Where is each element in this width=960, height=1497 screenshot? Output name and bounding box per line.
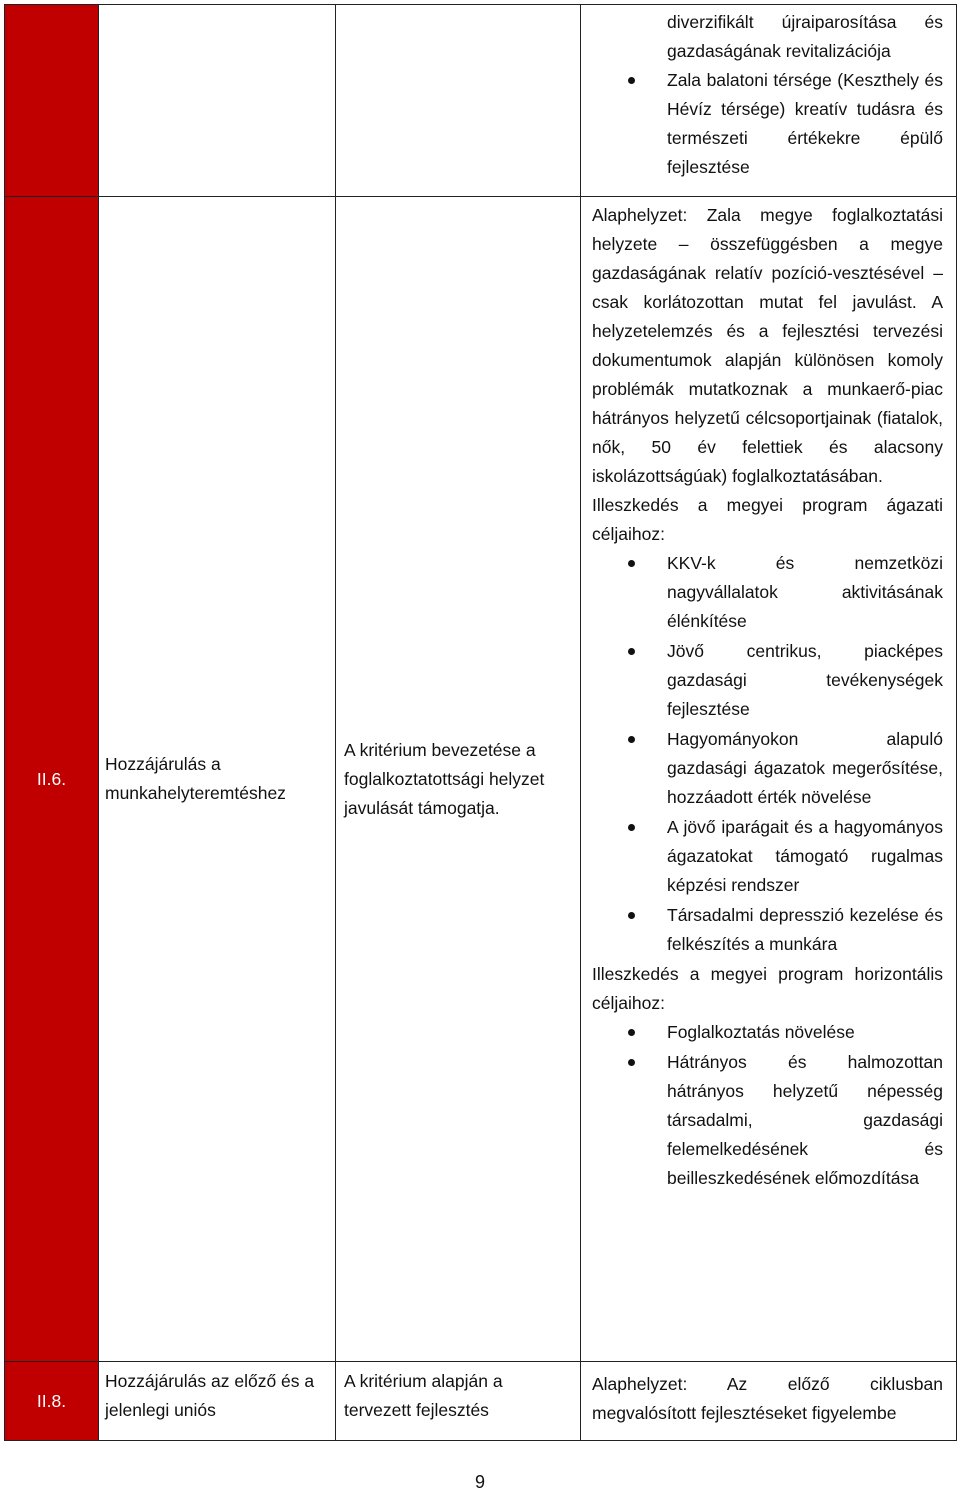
row-criterion-cell (336, 5, 581, 197)
table-row (5, 1362, 957, 1441)
bullet-icon (628, 77, 635, 84)
continued-text: diverzifikált újraiparosítása és gazdaságának revitalizációja (667, 12, 943, 61)
bullet-icon (628, 1029, 635, 1036)
baseline-paragraph: Alaphelyzet: Az előző ciklusban megvalósított fejlesztéseket figyelembe (592, 1374, 943, 1423)
table-row (5, 5, 957, 197)
row-id: II.6. (36, 768, 67, 789)
table-row (5, 197, 957, 1362)
row-description-cell (581, 197, 957, 1362)
row-criterion-cell (336, 197, 581, 1362)
row-description-cell (581, 5, 957, 197)
horizontal-heading: Illeszkedés a megyei program horizontális céljaihoz: (592, 964, 943, 1013)
row-id-cell (5, 1362, 99, 1441)
row-title-cell (99, 5, 336, 197)
criteria-table (4, 4, 957, 1441)
continued-bullet-list (592, 66, 943, 182)
bullet-icon (628, 560, 635, 567)
horizontal-goals-list (592, 1018, 943, 1193)
bullet-icon (628, 912, 635, 919)
row-title: Hozzájárulás a munkahelyteremtéshez (105, 754, 286, 803)
row-criterion-cell (336, 1362, 581, 1441)
list-item: Jövő centrikus, piacképes gazdasági tevékenységek fejlesztése (592, 637, 943, 724)
list-item: Hagyományokon alapuló gazdasági ágazatok megerősítése, hozzáadott érték növelése (592, 725, 943, 812)
list-item: Társadalmi depresszió kezelése és felkészítés a munkára (592, 901, 943, 959)
row-title-cell (99, 1362, 336, 1441)
row-id-cell (5, 5, 99, 197)
row-criterion: A kritérium bevezetése a foglalkoztatottsági helyzet javulását támogatja. (344, 739, 545, 818)
baseline-paragraph: Alaphelyzet: Zala megye foglalkoztatási helyzete – összefüggésben a megye gazdaságának relatív pozíció-vesztésével – csak korlátozottan mutat fel javulást. A helyzetelemzés és a fejlesztési tervezési dokumentumok alapján különösen komoly problémák mutatkoznak a munkaerő-piac hátrányos helyzetű célcsoportjainak (fiatalok, nők, 50 év felettiek és alacsony iskolázottságúak) foglalkoztatásában. (592, 205, 943, 486)
row-id: II.8. (36, 1390, 67, 1411)
list-item: Zala balatoni térsége (Keszthely és Hévíz térsége) kreatív tudásra és természeti értékekre épülő fejlesztése (592, 66, 943, 182)
sectoral-goals-list (592, 549, 943, 959)
bullet-icon (628, 736, 635, 743)
bullet-icon (628, 1059, 635, 1066)
bullet-icon (628, 648, 635, 655)
row-title: Hozzájárulás az előző és a jelenlegi uniós (105, 1371, 315, 1420)
row-description-cell (581, 1362, 957, 1441)
list-item: Hátrányos és halmozottan hátrányos helyzetű népesség társadalmi, gazdasági felemelkedésének és beilleszkedésének előmozdítása (592, 1048, 943, 1193)
list-item: KKV-k és nemzetközi nagyvállalatok aktivitásának élénkítése (592, 549, 943, 636)
list-item: A jövő iparágait és a hagyományos ágazatokat támogató rugalmas képzési rendszer (592, 813, 943, 900)
page-number: 9 (474, 1472, 485, 1492)
row-criterion: A kritérium alapján a tervezett fejlesztés (344, 1371, 503, 1420)
bullet-icon (628, 824, 635, 831)
row-title-cell (99, 197, 336, 1362)
row-id-cell (5, 197, 99, 1362)
sectoral-heading: Illeszkedés a megyei program ágazati céljaihoz: (592, 495, 943, 544)
list-item: Foglalkoztatás növelése (592, 1018, 943, 1047)
